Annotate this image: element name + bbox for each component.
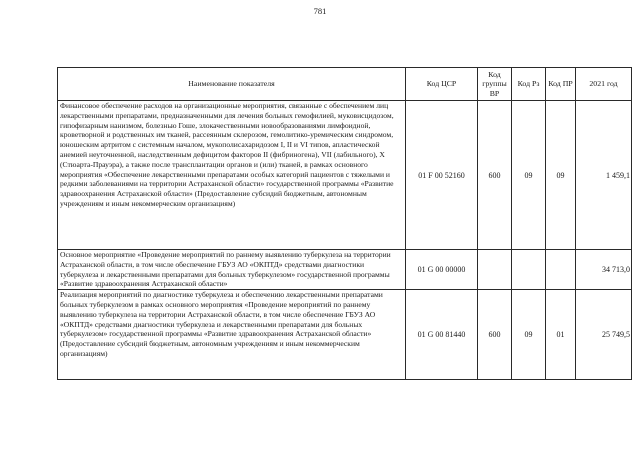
row-group: 600 — [478, 290, 512, 380]
table-header-row — [58, 68, 632, 101]
row-csr: 01 G 00 81440 — [406, 290, 478, 380]
row-pr: 09 — [546, 101, 576, 250]
page-number: 781 — [313, 6, 327, 16]
header-group: Код группы ВР — [478, 68, 512, 101]
row-pr — [546, 250, 576, 290]
table-row — [58, 290, 632, 380]
row-amount: 34 713,0 — [576, 250, 632, 290]
row-pr: 01 — [546, 290, 576, 380]
row-amount: 25 749,5 — [576, 290, 632, 380]
header-csr: Код ЦСР — [406, 68, 478, 101]
row-name: Реализация мероприятий по диагностике туберкулеза и обеспечению лекарственными препаратами больных туберкулезом в рамках основного мероприятия «Проведение мероприятий по раннему выявлению туберкулеза на территории Астраханской области, в том числе обеспечение ГБУЗ АО «ОКПТД» средствами диагностики туберкулеза и лекарственными препаратами для больных туберкулезом» государственной программы «Развитие здравоохранения Астраханской области» (Предоставление субсидий бюджетным, автономным учреждениям и иным некоммерческим организациям) — [58, 290, 406, 380]
row-csr: 01 F 00 52160 — [406, 101, 478, 250]
row-rz — [512, 250, 546, 290]
table-row — [58, 250, 632, 290]
row-rz: 09 — [512, 101, 546, 250]
budget-table — [57, 67, 632, 380]
header-pr: Код ПР — [546, 68, 576, 101]
table-row — [58, 101, 632, 250]
header-year: 2021 год — [576, 68, 632, 101]
header-rz: Код Рз — [512, 68, 546, 101]
row-group: 600 — [478, 101, 512, 250]
row-amount: 1 459,1 — [576, 101, 632, 250]
row-name: Финансовое обеспечение расходов на организационные мероприятия, связанные с обеспечением лиц лекарственными препаратами, предназначенными для лечения больных гемофилией, муковисцидозом, гипофизарным нанизмом, болезнью Гоше, злокачественными новообразованиями лимфоидной, кроветворной и родственных им тканей, рассеянным склерозом, гемолитико-уремическим синдромом, юношеским артритом с системным началом, мукополисахаридозом I, II и VI типов, апластической анемией неуточненной, наследственным дефицитом факторов II (фибриногена), VII (лабильного), X (Стюарта-Прауэра), а также после трансплантации органов и (или) тканей, в рамках основного мероприятия «Обеспечение лекарственными препаратами особых категорий пациентов с тяжелыми и редкими заболеваниями на территории Астраханской области» государственной программы «Развитие здравоохранения Астраханской области» (Предоставление субсидий бюджетным, автономным учреждениям и иным некоммерческим организациям) — [58, 101, 406, 250]
header-name: Наименование показателя — [58, 68, 406, 101]
row-csr: 01 G 00 00000 — [406, 250, 478, 290]
row-rz: 09 — [512, 290, 546, 380]
row-group — [478, 250, 512, 290]
row-name: Основное мероприятие «Проведение мероприятий по раннему выявлению туберкулеза на территории Астраханской области, в том числе обеспечение ГБУЗ АО «ОКПТД» средствами диагностики туберкулеза и лекарственными препаратами для больных туберкулезом» государственной программы «Развитие здравоохранения Астраханской области» — [58, 250, 406, 290]
